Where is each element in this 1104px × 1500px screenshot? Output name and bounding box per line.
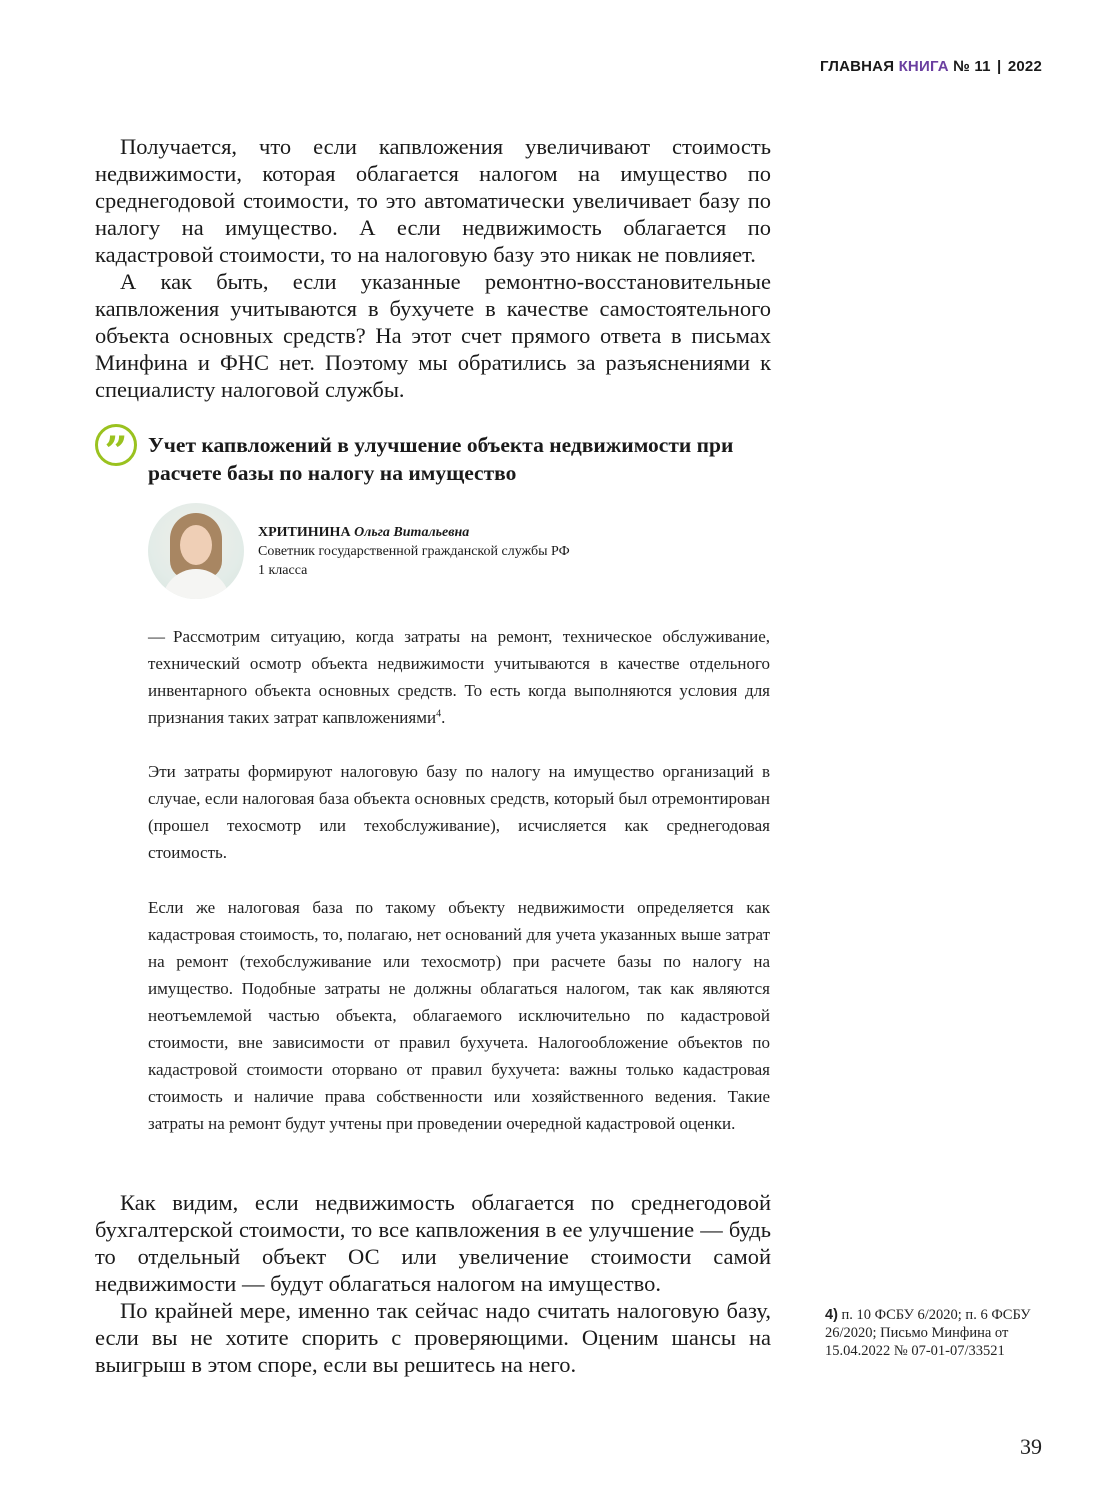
expert-surname: ХРИТИНИНА bbox=[258, 525, 351, 540]
quote-paragraph-3 bbox=[148, 894, 770, 1137]
expert-info bbox=[258, 523, 758, 580]
quote-text: Эти затраты формируют налоговую базу по налогу на имущество организаций в случае, если налоговая база объекта основных средств, который был отремонтирован (прошел техосмотр или техобслуживание), исчисляется как среднегодовая стоимость. bbox=[148, 762, 770, 862]
expert-position: Советник государственной гражданской службы РФ bbox=[258, 544, 570, 559]
quote-paragraph-1: — Рассмотрим ситуацию, когда затраты на ремонт, техническое обслуживание, технический осмотр объекта недвижимости учитываются в качестве отдельного инвентарного объекта основных средств. То есть когда выполняются условия для признания таких затрат капвложениями$^4$. bbox=[148, 627, 770, 727]
expert-avatar bbox=[148, 503, 244, 599]
brand-part1: ГЛАВНАЯ bbox=[820, 58, 895, 75]
quote-text: Рассмотрим ситуацию, когда затраты на ремонт, техническое обслуживание, технический осмотр объекта недвижимости учитываются в качестве отдельного инвентарного объекта основных средств. То есть когда выполняются условия для признания таких затрат капвложениями bbox=[148, 627, 770, 727]
header-separator: | bbox=[997, 58, 1002, 75]
footnote-ref[interactable]: 4 bbox=[436, 708, 442, 720]
expert-given-name: Ольга Витальевна bbox=[354, 525, 470, 540]
outro-paragraph: Как видим, если недвижимость облагается по среднегодовой бухгалтерской стоимости, то все капвложения в ее улучшение — будь то отдельный объект ОС или увеличение стоимости самой недвижимости — будут облагаться налогом на имущество. bbox=[95, 1190, 771, 1296]
quote-paragraph-2 bbox=[148, 758, 770, 866]
em-dash: — bbox=[148, 627, 165, 646]
brand-part2: КНИГА bbox=[898, 58, 949, 75]
issue-year: 2022 bbox=[1007, 58, 1042, 75]
running-header bbox=[820, 58, 1042, 75]
page-number: 39 bbox=[1020, 1434, 1042, 1459]
intro-paragraph: Получается, что если капвложения увеличивают стоимость недвижимости, которая облагается налогом на имущество по среднегодовой стоимости, то это автоматически увеличивает базу по налогу на имущество. А если недвижимость облагается по кадастровой стоимости, то на налоговую базу это никак не повлияет. bbox=[95, 134, 771, 267]
quote-glyph: ” bbox=[104, 428, 128, 475]
footnote-number: 4) bbox=[825, 1307, 838, 1323]
expert-card bbox=[148, 503, 768, 599]
outro-paragraph: По крайней мере, именно так сейчас надо считать налоговую базу, если вы не хотите спорить с проверяющими. Оценим шансы на выигрыш в этом споре, если вы решитесь на него. bbox=[95, 1298, 771, 1377]
quote-icon bbox=[95, 424, 137, 475]
issue-number: № 11 bbox=[953, 58, 991, 75]
expert-name bbox=[258, 523, 758, 542]
intro-paragraph: А как быть, если указанные ремонтно-восстановительные капвложения учитываются в бухучете в качестве самостоятельного объекта основных средств? На этот счет прямого ответа в письмах Минфина и ФНС нет. Поэтому мы обратились за разъяснениями к специалисту налоговой службы. bbox=[95, 269, 771, 402]
footnote-text: п. 10 ФСБУ 6/2020; п. 6 ФСБУ 26/2020; Письмо Минфина от 15.04.2022 № 07-01-07/33521 bbox=[825, 1307, 1031, 1359]
quote-text: Если же налоговая база по такому объекту недвижимости определяется как кадастровая стоимость, то, полагаю, нет оснований для учета указанных выше затрат на ремонт (техобслуживание или техосмотр) при расчете базы по налогу на имущество. Подобные затраты не должны облагаться налогом, так как являются неотъемлемой частью объекта, облагаемого исключительно по кадастровой стоимости, вне зависимости от правил бухучета. Налогообложение объектов по кадастровой стоимости оторвано от правил бухучета: важны только кадастровая стоимость и наличие права собственности или хозяйственного ведения. Такие затраты на ремонт будут учтены при проведении очередной кадастровой оценки. bbox=[148, 898, 770, 1133]
expert-position-rank: 1 класса bbox=[258, 563, 308, 578]
outro-text bbox=[95, 1189, 771, 1378]
quote-title: Учет капвложений в улучшение объекта недвижимости при расчете базы по налогу на имущество bbox=[148, 433, 734, 485]
footnote bbox=[825, 1306, 1055, 1360]
intro-text bbox=[95, 133, 771, 403]
